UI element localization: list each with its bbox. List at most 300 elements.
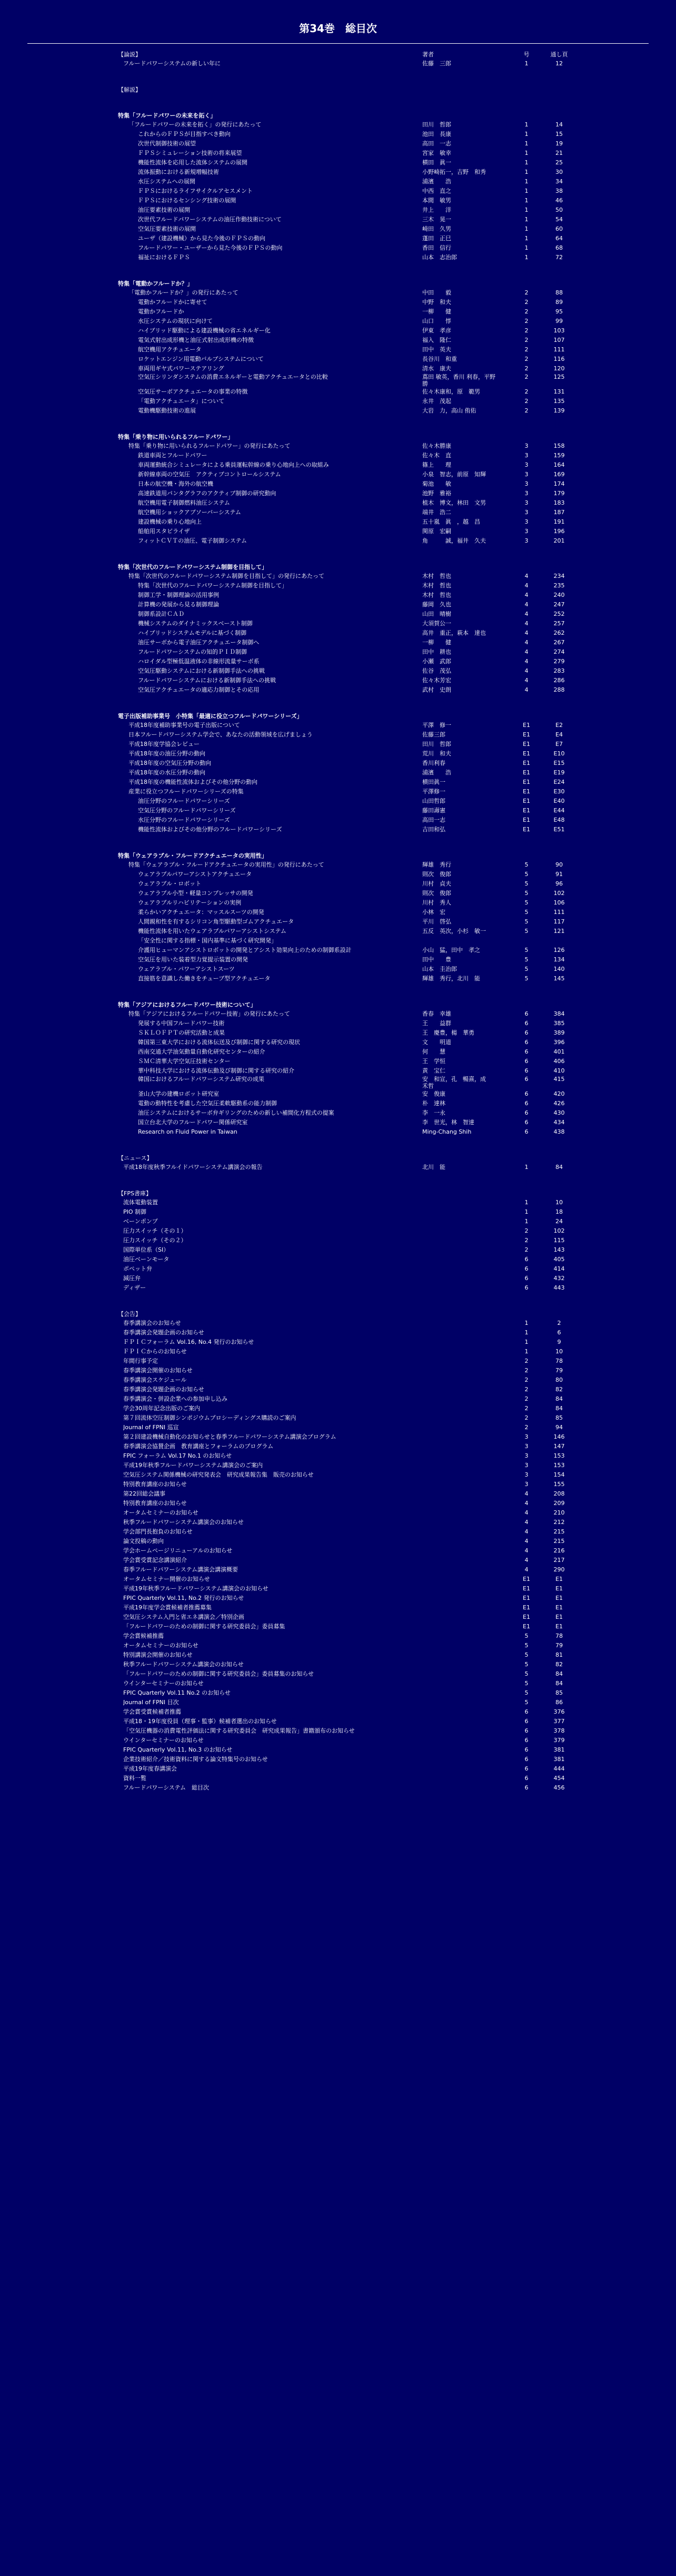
toc-entry[interactable]: [117, 778, 591, 787]
entry-title[interactable]: 「電動かフルードか？」の発行にあたって: [128, 289, 238, 296]
entry-title[interactable]: 論文投稿の動向: [123, 1538, 164, 1545]
toc-entry[interactable]: [117, 317, 591, 326]
entry-title[interactable]: 国際単位系（SI）: [123, 1246, 170, 1253]
toc-entry[interactable]: [117, 1076, 591, 1089]
toc-entry[interactable]: [117, 955, 591, 965]
toc-entry[interactable]: [117, 1066, 591, 1076]
toc-entry[interactable]: [117, 397, 591, 406]
entry-title[interactable]: ＦＰＩＣからのお知らせ: [123, 1348, 187, 1355]
entry-title[interactable]: 韓国第三東大学における流体伝送及び制御に関する研究の現状: [138, 1039, 300, 1046]
entry-title[interactable]: 発展する中国フルードパワー技術: [138, 1020, 225, 1027]
toc-entry[interactable]: [117, 1698, 591, 1707]
entry-title[interactable]: 空気圧システム関係機械の研究発表会 研究成果報告集 販売のお知らせ: [123, 1471, 314, 1478]
toc-entry[interactable]: [117, 619, 591, 628]
toc-entry[interactable]: [117, 647, 591, 657]
toc-entry[interactable]: [117, 1404, 591, 1413]
toc-entry[interactable]: [117, 749, 591, 759]
toc-entry[interactable]: [117, 685, 591, 695]
toc-entry[interactable]: [117, 797, 591, 806]
entry-title[interactable]: 高速鉄道用パンタグラフのアクティブ制御の研究動向: [138, 490, 276, 497]
entry-title[interactable]: 「フルードパワーのための制御に関する研究委員会」委員募集のお知らせ: [123, 1670, 314, 1677]
entry-title[interactable]: フルードパワーシステムにおける新制御手法への挑戦: [138, 677, 276, 684]
toc-entry[interactable]: [117, 927, 591, 936]
toc-entry[interactable]: [117, 768, 591, 778]
entry-title[interactable]: 春季講演会・併設企業への参加申し込み: [123, 1395, 227, 1402]
toc-entry[interactable]: [117, 1641, 591, 1650]
toc-entry[interactable]: [117, 1594, 591, 1603]
entry-title[interactable]: ＦＰＳにおけるライフサイクルアセスメント: [138, 188, 253, 194]
toc-entry[interactable]: [117, 1631, 591, 1641]
entry-title[interactable]: フルードパワー・ユーザーから見た今後のＦＰＳの動向: [138, 244, 283, 251]
entry-title[interactable]: 平成19年秋季フルードパワーシステム講演会のお知らせ: [123, 1585, 269, 1592]
entry-title[interactable]: 油圧分野のフルードパワーシリーズ: [138, 798, 230, 804]
toc-entry[interactable]: [117, 1198, 591, 1207]
toc-entry[interactable]: [117, 479, 591, 489]
toc-entry[interactable]: [117, 451, 591, 460]
toc-entry[interactable]: [117, 1679, 591, 1688]
entry-title[interactable]: FPIC Quarterly Vol.11, No.2 発行のお知らせ: [123, 1595, 244, 1601]
toc-entry[interactable]: [117, 1650, 591, 1660]
toc-entry[interactable]: [117, 1264, 591, 1274]
entry-title[interactable]: 水圧システムへの展開: [138, 178, 195, 185]
entry-title[interactable]: 空気圧を用いた装着型力覚提示装置の開発: [138, 956, 248, 963]
entry-title[interactable]: フィットＣＶＴの油圧、電子制御システム: [138, 537, 247, 544]
entry-title[interactable]: 国立台北大学のフルードパワー関係研究室: [138, 1119, 248, 1126]
toc-entry[interactable]: [117, 676, 591, 685]
toc-entry[interactable]: [117, 139, 591, 149]
toc-entry[interactable]: [117, 1423, 591, 1432]
entry-title[interactable]: ウインターセミナーのお知らせ: [123, 1737, 204, 1744]
toc-entry[interactable]: [117, 1217, 591, 1226]
entry-title[interactable]: 学会賞受賞候補者推薦: [123, 1708, 181, 1715]
entry-title[interactable]: 特別教育講座のお知らせ: [123, 1481, 187, 1488]
toc-entry[interactable]: [117, 628, 591, 638]
toc-entry[interactable]: [117, 1527, 591, 1537]
entry-title[interactable]: 特集「ウェアラブル・フルードアクチュエータの実用性」の発行にあたって: [128, 861, 324, 868]
entry-title[interactable]: ＦＰＩＣフォーラム Vol.16, No.4 発行のお知らせ: [123, 1339, 254, 1345]
entry-title[interactable]: ウェアラブルリハビリテーションの実例: [138, 899, 242, 906]
toc-entry[interactable]: [117, 965, 591, 974]
toc-entry[interactable]: [117, 1470, 591, 1480]
entry-title[interactable]: 介護用ヒューマンアシストロボットの開発とアシスト効果向上のための制御系設計: [138, 947, 352, 953]
entry-title[interactable]: 「フルードパワーのための制御に関する研究委員会」委員募集: [123, 1623, 285, 1630]
toc-entry[interactable]: [117, 870, 591, 879]
toc-entry[interactable]: [117, 898, 591, 908]
toc-entry[interactable]: [117, 326, 591, 336]
toc-entry[interactable]: [117, 1375, 591, 1385]
entry-title[interactable]: 流体電動装置: [123, 1199, 158, 1206]
entry-title[interactable]: 平成18年度補助事業号の電子出版について: [128, 722, 240, 729]
toc-entry[interactable]: [117, 1127, 591, 1137]
toc-entry[interactable]: [117, 1099, 591, 1108]
toc-entry[interactable]: [117, 460, 591, 470]
toc-entry[interactable]: [117, 508, 591, 517]
entry-title[interactable]: ウェアラブル・パワーアシストスーツ: [138, 966, 235, 972]
entry-title[interactable]: 特集「次世代のフルードパワーシステム制御を目指して」: [138, 582, 288, 589]
entry-title[interactable]: 産業に役立つフルードパワーシリーズの特集: [128, 788, 244, 795]
toc-entry[interactable]: [117, 889, 591, 898]
toc-entry[interactable]: [117, 1207, 591, 1217]
entry-title[interactable]: ロケットエンジン用電動バルブシステムについて: [138, 356, 264, 362]
entry-title[interactable]: 春季講演会開催のお知らせ: [123, 1367, 193, 1374]
toc-entry[interactable]: [117, 1347, 591, 1356]
entry-title[interactable]: 次世代フルードパワーシステムの油圧作動技術について: [138, 216, 282, 223]
entry-title[interactable]: 福祉におけるＦＰＳ: [138, 254, 190, 261]
toc-entry[interactable]: [117, 406, 591, 416]
entry-title[interactable]: 電動かフルードか: [138, 308, 184, 315]
entry-title[interactable]: 圧力スイッチ（その２）: [123, 1237, 187, 1244]
toc-entry[interactable]: [117, 1442, 591, 1451]
entry-title[interactable]: 特別講演会開催のお知らせ: [123, 1651, 193, 1658]
toc-entry[interactable]: [117, 1385, 591, 1394]
toc-entry[interactable]: [117, 1688, 591, 1698]
entry-title[interactable]: フルードパワーシステムの新しい年に: [123, 60, 221, 67]
toc-entry[interactable]: [117, 1108, 591, 1118]
entry-title[interactable]: オータムセミナーのお知らせ: [123, 1509, 198, 1516]
toc-entry[interactable]: [117, 1537, 591, 1546]
toc-entry[interactable]: [117, 1603, 591, 1613]
entry-title[interactable]: ＳＫＬＯＦＰＴの研究活動と成果: [138, 1029, 225, 1036]
toc-entry[interactable]: [117, 196, 591, 205]
toc-entry[interactable]: [117, 536, 591, 546]
toc-entry[interactable]: [117, 1274, 591, 1283]
toc-entry[interactable]: [117, 1622, 591, 1631]
toc-entry[interactable]: [117, 224, 591, 234]
entry-title[interactable]: 日本の航空機・海外の航空機: [138, 480, 213, 487]
toc-entry[interactable]: [117, 1489, 591, 1499]
entry-title[interactable]: 韓国におけるフルードパワーシステム研究の成果: [138, 1076, 265, 1083]
entry-title[interactable]: FPIC Quarterly Vol.11 No.2 のお知らせ: [123, 1689, 231, 1696]
entry-title[interactable]: 釜山大学の建機ロボット研究室: [138, 1090, 219, 1097]
entry-title[interactable]: 春季講演会のお知らせ: [123, 1320, 181, 1326]
toc-entry[interactable]: [117, 860, 591, 870]
entry-title[interactable]: ＦＰＳにおけるセンシング技術の展開: [138, 197, 236, 204]
entry-title[interactable]: 車両用ギヤ式パワーステアリング: [138, 365, 224, 372]
entry-title[interactable]: 直接筋を意識した働きをチューブ型アクチュエータ: [138, 975, 271, 982]
toc-entry[interactable]: [117, 1546, 591, 1556]
entry-title[interactable]: ウインターセミナーのお知らせ: [123, 1680, 204, 1687]
entry-title[interactable]: 学会部門長抱負のお知らせ: [123, 1528, 193, 1535]
toc-entry[interactable]: [117, 1774, 591, 1783]
toc-entry[interactable]: [117, 205, 591, 215]
entry-title[interactable]: オータムセミナーのお知らせ: [123, 1642, 198, 1649]
toc-entry[interactable]: [117, 1461, 591, 1470]
toc-entry[interactable]: [117, 307, 591, 317]
entry-title[interactable]: 機能性流体およびその他分野のフルードパワーシリーズ: [138, 826, 282, 833]
entry-title[interactable]: 圧力スイッチ（その１）: [123, 1227, 187, 1234]
entry-title[interactable]: 春季講演会発題企画のお知らせ: [123, 1329, 204, 1336]
toc-entry[interactable]: [117, 186, 591, 196]
entry-title[interactable]: 車両運動統合シミュレータによる乗員運転幹線の乗り心地向上への取組み: [138, 461, 329, 468]
toc-entry[interactable]: [117, 387, 591, 397]
entry-title[interactable]: 人間親和性を有するシリコン角型駆動型ゴムアクチュエータ: [138, 918, 294, 925]
entry-title[interactable]: Research on Fluid Power in Taiwan: [138, 1128, 237, 1135]
entry-title[interactable]: 航空機用アクチュエータ: [138, 346, 202, 353]
entry-title[interactable]: 油圧システムにおけるサーボ弁ギリングのための新しい補間化方程式の提案: [138, 1109, 334, 1116]
toc-entry[interactable]: [117, 234, 591, 243]
entry-title[interactable]: 建設機械の乗り心地向上: [138, 518, 202, 525]
toc-entry[interactable]: [117, 355, 591, 364]
entry-title[interactable]: 資料一覧: [123, 1775, 146, 1782]
toc-entry[interactable]: [117, 1669, 591, 1679]
toc-entry[interactable]: [117, 917, 591, 927]
toc-entry[interactable]: [117, 1338, 591, 1347]
toc-entry[interactable]: [117, 527, 591, 536]
entry-title[interactable]: 水圧分野のフルードパワーシリーズ: [138, 817, 230, 823]
entry-title[interactable]: ベーンポンプ: [123, 1218, 158, 1225]
entry-title[interactable]: 第22回総会議事: [123, 1490, 165, 1497]
toc-entry[interactable]: [117, 1047, 591, 1057]
entry-title[interactable]: 鉄道車両とフルードパワー: [138, 452, 207, 459]
toc-entry[interactable]: [117, 215, 591, 224]
toc-entry[interactable]: [117, 609, 591, 619]
entry-title[interactable]: 「フルードパワーの未来を拓く」の発行にあたって: [128, 121, 262, 128]
entry-title[interactable]: これからのＦＰＳが目指すべき動向: [138, 131, 231, 137]
toc-entry[interactable]: [117, 1328, 591, 1338]
entry-title[interactable]: 空気圧シリンダシステムの消費エネルギーと電動アクチュエータとの比較: [138, 373, 328, 380]
toc-entry[interactable]: [117, 1283, 591, 1293]
entry-title[interactable]: 制御工学・制御理論の活用事例: [138, 592, 219, 598]
entry-title[interactable]: 空気圧分野のフルードパワーシリーズ: [138, 807, 236, 814]
entry-title[interactable]: 秋季フルードパワーシステム講演会のお知らせ: [123, 1519, 244, 1526]
toc-entry[interactable]: [117, 1755, 591, 1764]
entry-title[interactable]: 秋季フルードパワーシステム講演会のお知らせ: [123, 1661, 244, 1668]
entry-title[interactable]: フルードパワーシステム 総目次: [123, 1784, 210, 1791]
toc-entry[interactable]: [117, 177, 591, 186]
toc-entry[interactable]: [117, 1745, 591, 1755]
entry-title[interactable]: 柔らかいアクチュエータ：マッスルスーツの開発: [138, 909, 264, 916]
entry-title[interactable]: ウェアラブルパワーアシストアクチュエータ: [138, 871, 252, 878]
toc-entry[interactable]: [117, 59, 591, 68]
entry-title[interactable]: 「空気圧機器の消費電性評価法に関する研究委員会 研究成果報告」書籍頒布のお知らせ: [123, 1727, 355, 1734]
entry-title[interactable]: 油圧ベーンモータ: [123, 1256, 170, 1263]
entry-title[interactable]: 減圧弁: [123, 1275, 141, 1282]
toc-entry[interactable]: [117, 1319, 591, 1328]
toc-entry[interactable]: [117, 1707, 591, 1717]
toc-entry[interactable]: [117, 1613, 591, 1622]
toc-entry[interactable]: [117, 730, 591, 740]
toc-entry[interactable]: [117, 1366, 591, 1375]
entry-title[interactable]: 流体振動における新規増幅技術: [138, 169, 219, 175]
entry-title[interactable]: 平成18年度の空気圧分野の動向: [128, 760, 211, 766]
entry-title[interactable]: 空気圧駆動システムにおける新制御手法への挑戦: [138, 667, 265, 674]
toc-entry[interactable]: [117, 149, 591, 158]
entry-title[interactable]: 学会30周年記念出版のご案内: [123, 1405, 200, 1412]
toc-entry[interactable]: [117, 1226, 591, 1236]
toc-entry[interactable]: [117, 1019, 591, 1028]
entry-title[interactable]: 特集「乗り物に用いられるフルードパワー」の発行にあたって: [128, 443, 291, 449]
entry-title[interactable]: 平成19年度春講演会: [123, 1765, 177, 1772]
entry-title[interactable]: 空気圧アクチュエータの適応力制御とその応用: [138, 686, 260, 693]
entry-title[interactable]: 春季講演会スケジュール: [123, 1377, 187, 1383]
toc-entry[interactable]: [117, 1245, 591, 1255]
entry-title[interactable]: 第７回流体空圧制御シンポジウムプロシーディングス購読のご案内: [123, 1414, 296, 1421]
entry-title[interactable]: 企業技術紹介／技術資料に関する論文特集号のお知らせ: [123, 1756, 268, 1763]
toc-entry[interactable]: [117, 470, 591, 479]
entry-title[interactable]: 第２回建設機械自動化のお知らせと春季フルードパワーシステム講演会プログラム: [123, 1433, 336, 1440]
entry-title[interactable]: 学会ホームページリニューアルのお知らせ: [123, 1547, 233, 1554]
toc-entry[interactable]: [117, 345, 591, 355]
toc-entry[interactable]: [117, 1660, 591, 1669]
entry-title[interactable]: 電動の動特性を考慮した空気圧柔軟駆動系の能力制御: [138, 1100, 277, 1107]
entry-title[interactable]: ポペット弁: [123, 1265, 152, 1272]
entry-title[interactable]: 平成18・19年度役員（理事・監事）候補者選出のお知らせ: [123, 1718, 277, 1725]
toc-entry[interactable]: [117, 373, 591, 387]
entry-title[interactable]: 次世代制御技術の展望: [138, 140, 196, 147]
toc-entry[interactable]: [117, 825, 591, 834]
toc-entry[interactable]: [117, 1163, 591, 1172]
entry-title[interactable]: 学会賞受賞記念講演紹介: [123, 1557, 187, 1564]
entry-title[interactable]: 「安全性に関する指標・国内基準に基づく研究開発」: [138, 937, 277, 944]
entry-title[interactable]: オータムセミナー開催のお知らせ: [123, 1576, 210, 1582]
toc-entry[interactable]: [117, 1717, 591, 1726]
toc-entry[interactable]: [117, 336, 591, 345]
entry-title[interactable]: ウェアラブル小型・軽量コンプレッサの開発: [138, 890, 253, 897]
entry-title[interactable]: ウェアラブル・ロボット: [138, 880, 202, 887]
toc-entry[interactable]: [117, 666, 591, 676]
entry-title[interactable]: 特別教育講座のお知らせ: [123, 1500, 187, 1507]
toc-entry[interactable]: [117, 1451, 591, 1461]
entry-title[interactable]: 空気圧システム入門と省エネ講演会／特別企画: [123, 1614, 244, 1620]
toc-entry[interactable]: [117, 657, 591, 666]
entry-title[interactable]: 平成18年度の油圧分野の動向: [128, 750, 205, 757]
toc-entry[interactable]: [117, 1057, 591, 1066]
toc-entry[interactable]: [117, 1356, 591, 1366]
entry-title[interactable]: ディザー: [123, 1284, 146, 1291]
entry-title[interactable]: 平成18年度秋季フルイドパワーシステム講演会の報告: [123, 1164, 263, 1171]
entry-title[interactable]: 機能性流体を用いたウェアラブルパワーアシストシステム: [138, 928, 286, 935]
entry-title[interactable]: 平成19年秋季フルードパワーシステム講演会のご案内: [123, 1462, 263, 1469]
entry-title[interactable]: 電動かフルードかに寄せて: [138, 299, 207, 306]
entry-title[interactable]: Journal of FPNI 巡宣: [123, 1424, 179, 1431]
entry-title[interactable]: 年間行事予定: [123, 1358, 158, 1364]
toc-entry[interactable]: [117, 1118, 591, 1127]
toc-entry[interactable]: [117, 815, 591, 825]
toc-entry[interactable]: [117, 600, 591, 609]
entry-title[interactable]: 船舶用スタビライザ: [138, 528, 190, 535]
entry-title[interactable]: 制御系設計ＣＡＤ: [138, 611, 184, 617]
toc-entry[interactable]: [117, 1089, 591, 1099]
toc-entry[interactable]: [117, 572, 591, 581]
entry-title[interactable]: 春季フルードパワーシステム講演会講演概要: [123, 1566, 238, 1573]
entry-title[interactable]: ハイブリッド駆動による建設機械の省エネルギー化: [138, 327, 271, 334]
entry-title[interactable]: 油圧サーボから電子油圧アクチュエータ制御へ: [138, 639, 260, 646]
entry-title[interactable]: 機能性流体を応用した流体システムの展開: [138, 159, 247, 166]
entry-title[interactable]: 「電動アクチュエータ」について: [138, 398, 225, 405]
entry-title[interactable]: 華中科技大学における流体伝動及び制御に関する研究の紹介: [138, 1067, 294, 1074]
entry-title[interactable]: 航空機用ショックアブソーバーシステム: [138, 509, 241, 516]
toc-entry[interactable]: [117, 759, 591, 768]
toc-entry[interactable]: [117, 1480, 591, 1489]
toc-entry[interactable]: [117, 1236, 591, 1245]
toc-entry[interactable]: [117, 158, 591, 168]
entry-title[interactable]: FPIC Quarterly Vol.11, No.3 のお知らせ: [123, 1746, 233, 1753]
toc-entry[interactable]: [117, 288, 591, 298]
entry-title[interactable]: 春季講演会発題企画のお知らせ: [123, 1386, 204, 1393]
entry-title[interactable]: PIO 制御: [123, 1208, 147, 1215]
toc-entry[interactable]: [117, 1394, 591, 1404]
toc-entry[interactable]: [117, 1584, 591, 1594]
entry-title[interactable]: 平成18年度学協会レビュー: [128, 741, 200, 748]
entry-title[interactable]: 電動機駆動技術の進展: [138, 407, 196, 414]
toc-entry[interactable]: [117, 1565, 591, 1575]
toc-entry[interactable]: [117, 1432, 591, 1442]
toc-entry[interactable]: [117, 908, 591, 917]
toc-entry[interactable]: [117, 1009, 591, 1019]
toc-entry[interactable]: [117, 581, 591, 591]
toc-entry[interactable]: [117, 936, 591, 946]
toc-entry[interactable]: [117, 740, 591, 749]
entry-title[interactable]: 春季講演会協賛企画 教育講座とフォーラムのプログラム: [123, 1443, 274, 1450]
toc-entry[interactable]: [117, 498, 591, 508]
entry-title[interactable]: ＦＰＳシミュレーション技術の将来展望: [138, 150, 242, 156]
toc-entry[interactable]: [117, 1764, 591, 1774]
toc-entry[interactable]: [117, 946, 591, 955]
toc-entry[interactable]: [117, 1255, 591, 1264]
entry-title[interactable]: ＳＭＣ清華大学空気圧技術センター: [138, 1058, 231, 1065]
toc-entry[interactable]: [117, 243, 591, 253]
toc-entry[interactable]: [117, 168, 591, 177]
toc-entry[interactable]: [117, 1783, 591, 1793]
toc-entry[interactable]: [117, 1499, 591, 1508]
entry-title[interactable]: 特集「アジアにおけるフルードパワー技術」の発行にあたって: [128, 1010, 290, 1017]
toc-entry[interactable]: [117, 130, 591, 139]
toc-entry[interactable]: [117, 298, 591, 307]
toc-entry[interactable]: [117, 1038, 591, 1047]
toc-entry[interactable]: [117, 1028, 591, 1038]
toc-entry[interactable]: [117, 806, 591, 815]
entry-title[interactable]: 西南交通大学油気動量自動化研究センターの紹介: [138, 1048, 265, 1055]
entry-title[interactable]: 学会賞候補推薦: [123, 1633, 164, 1639]
toc-entry[interactable]: [117, 1736, 591, 1745]
toc-entry[interactable]: [117, 120, 591, 130]
toc-entry[interactable]: [117, 1518, 591, 1527]
toc-entry[interactable]: [117, 1726, 591, 1736]
entry-title[interactable]: ハイブリッドシステムモデルに基づく制御: [138, 630, 247, 636]
toc-entry[interactable]: [117, 638, 591, 647]
toc-entry[interactable]: [117, 253, 591, 262]
entry-title[interactable]: 計算機の発展から見る制御理論: [138, 601, 219, 608]
toc-entry[interactable]: [117, 787, 591, 797]
toc-entry[interactable]: [117, 441, 591, 451]
toc-entry[interactable]: [117, 721, 591, 730]
entry-title[interactable]: 電気式射出成形機と油圧式射出成形機の特徴: [138, 337, 254, 343]
entry-title[interactable]: 日本フルードパワーシステム学会で、あなたの活動領域を広げましょう: [128, 731, 313, 738]
entry-title[interactable]: 平成18年度の機能性流体およびその他分野の動向: [128, 779, 257, 785]
toc-entry[interactable]: [117, 1508, 591, 1518]
entry-title[interactable]: ユーザ（建設機械）から見た今後のＦＰＳの動向: [138, 235, 265, 242]
entry-title[interactable]: 特集「次世代のフルードパワーシステム制御を目指して」の発行にあたって: [128, 573, 325, 579]
entry-title[interactable]: 航空機用電子制御燃料油圧システム: [138, 499, 230, 506]
entry-title[interactable]: Journal of FPNI 目次: [123, 1699, 179, 1706]
entry-title[interactable]: 空気圧要素技術の展開: [138, 225, 196, 232]
entry-title[interactable]: FPIC フォーラム Vol.17 No.1 のお知らせ: [123, 1452, 232, 1459]
entry-title[interactable]: 平成19年度学会賞候補者推薦募集: [123, 1604, 212, 1611]
entry-title[interactable]: 新幹線車両の空気圧 アクティブコントロールシステム: [138, 471, 281, 478]
entry-title[interactable]: フルードパワーシステムの知的ＰＩＤ制御: [138, 648, 247, 655]
entry-title[interactable]: 水圧システムの現状に向けて: [138, 318, 213, 325]
toc-entry[interactable]: [117, 364, 591, 373]
toc-entry[interactable]: [117, 517, 591, 527]
entry-title[interactable]: ハロイダル型極低温液体の非線形流量サーボ系: [138, 658, 260, 665]
toc-entry[interactable]: [117, 1413, 591, 1423]
entry-title[interactable]: 油圧要素技術の展開: [138, 207, 190, 213]
toc-entry[interactable]: [117, 974, 591, 984]
entry-title[interactable]: 空気圧サーボアクチュエータの事業の特徴: [138, 388, 248, 395]
toc-entry[interactable]: [117, 591, 591, 600]
entry-title[interactable]: 平成18年度の水圧分野の動向: [128, 769, 205, 776]
entry-title[interactable]: 機械システムのダイナミックスベースト制御: [138, 620, 253, 627]
